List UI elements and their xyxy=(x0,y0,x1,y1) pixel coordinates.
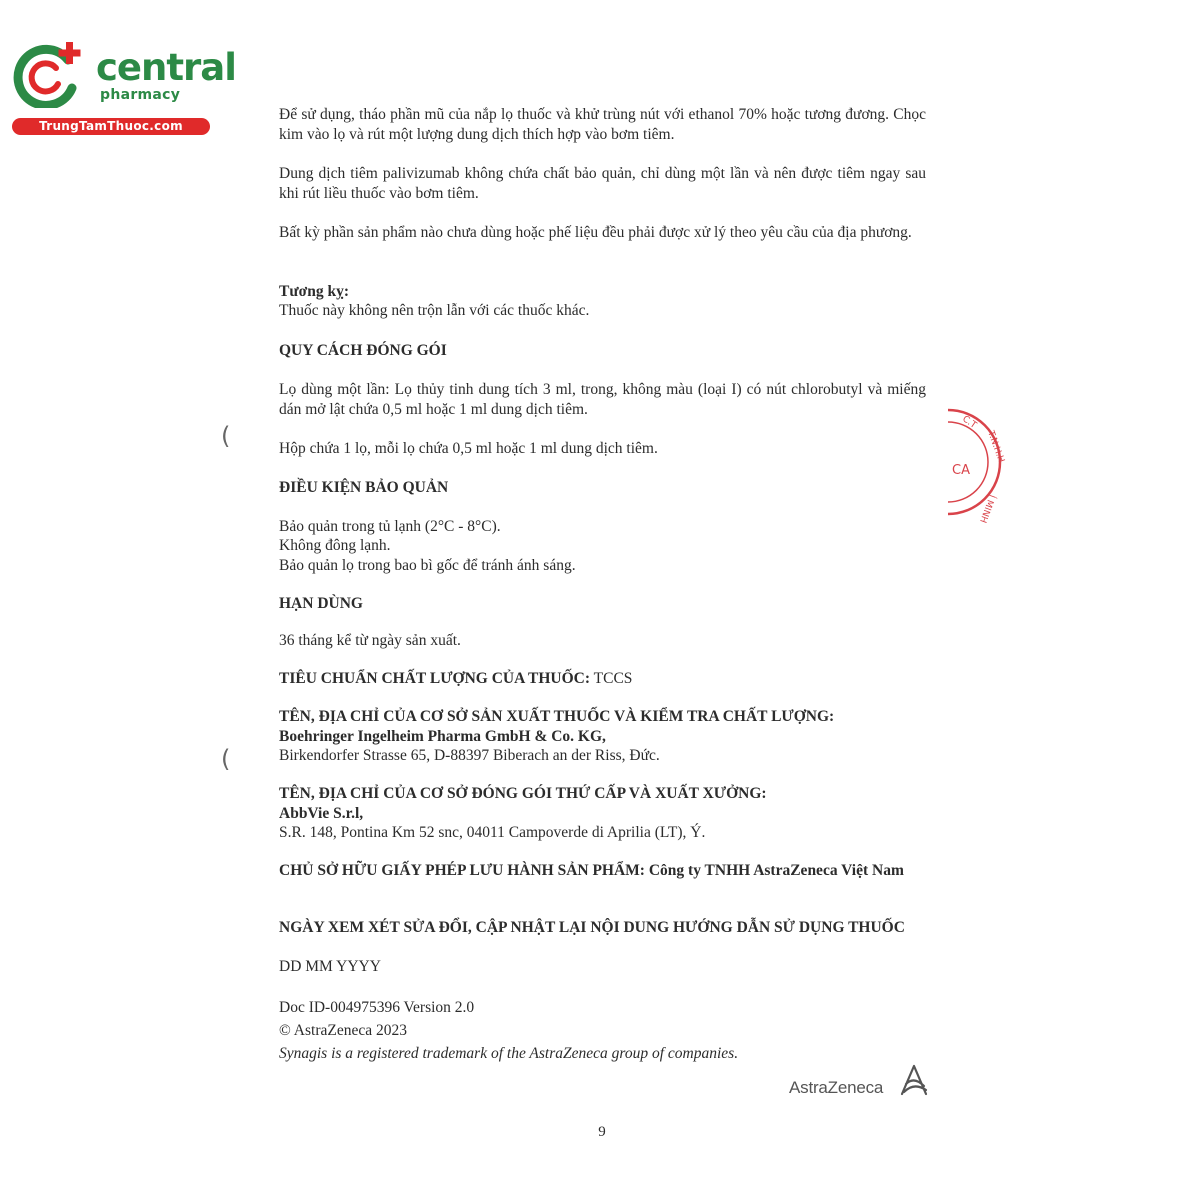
trademark-note: Synagis is a registered trademark of the AstraZeneca group of companies. xyxy=(279,1045,739,1062)
shelf-text: 36 tháng kể từ ngày sản xuất. xyxy=(279,632,461,649)
compat-text: Thuốc này không nên trộn lẫn với các thuốc khác. xyxy=(279,302,590,319)
license-holder: CHỦ SỞ HỮU GIẤY PHÉP LƯU HÀNH SẢN PHẨM: Công ty TNHH AstraZeneca Việt Nam xyxy=(279,862,904,879)
packaging-title: QUY CÁCH ĐÓNG GÓI xyxy=(279,342,447,359)
packager-name: AbbVie S.r.l, xyxy=(279,805,364,822)
svg-text:C.T: C.T xyxy=(960,414,979,431)
shelf-title: HẠN DÙNG xyxy=(279,595,363,612)
astrazeneca-symbol-icon xyxy=(900,1064,928,1098)
svg-text:CA: CA xyxy=(952,463,970,478)
packaging-line1: Lọ dùng một lần: Lọ thủy tinh dung tích 3 ml, trong, không màu (loại I) có nút chlorobutyl và miếng dán mở lật chứa 0,5 ml hoặc 1 ml dung dịch tiêm. xyxy=(279,381,926,418)
margin-mark: ( xyxy=(221,422,231,450)
astrazeneca-logo xyxy=(789,1064,929,1104)
storage-line: Bảo quản lọ trong bao bì gốc để tránh ánh sáng. xyxy=(279,557,576,574)
copyright: © AstraZeneca 2023 xyxy=(279,1022,407,1039)
paragraph-disposal: Bất kỳ phần sản phẩm nào chưa dùng hoặc phế liệu đều phải được xử lý theo yêu cầu của địa phương. xyxy=(279,224,912,241)
page-number: 9 xyxy=(598,1124,606,1140)
revision-title: NGÀY XEM XÉT SỬA ĐỔI, CẬP NHẬT LẠI NỘI DUNG HƯỚNG DẪN SỬ DỤNG THUỐC xyxy=(279,919,905,936)
logo-brand-text: central xyxy=(96,46,236,89)
compat-title: Tương kỵ: xyxy=(279,283,349,300)
paragraph-preservative: Dung dịch tiêm palivizumab không chứa chất bảo quản, chỉ dùng một lần và nên được tiêm ngay sau khi rút liều thuốc vào bơm tiêm. xyxy=(279,165,926,202)
packager-title: TÊN, ĐỊA CHỈ CỦA CƠ SỞ ĐÓNG GÓI THỨ CẤP VÀ XUẤT XƯỞNG: xyxy=(279,785,767,802)
storage-line: Không đông lạnh. xyxy=(279,537,391,554)
revision-date: DD MM YYYY xyxy=(279,958,381,975)
manufacturer-name: Boehringer Ingelheim Pharma GmbH & Co. KG, xyxy=(279,728,606,745)
packaging-line2: Hộp chứa 1 lọ, mỗi lọ chứa 0,5 ml hoặc 1 ml dung dịch tiêm. xyxy=(279,440,658,457)
logo-sub-text: pharmacy xyxy=(100,87,181,103)
packager-address: S.R. 148, Pontina Km 52 snc, 04011 Campoverde di Aprilia (LT), Ý. xyxy=(279,824,706,841)
paragraph-usage: Để sử dụng, tháo phần mũ của nắp lọ thuốc và khử trùng nút với ethanol 70% hoặc tương đương. Chọc kim vào lọ và rút một lượng dung dịch thích hợp vào bơm tiêm. xyxy=(279,106,926,143)
svg-text:T.N.H.H: T.N.H.H xyxy=(985,429,1006,465)
logo-url-badge[interactable]: TrungTamThuoc.com xyxy=(12,118,210,135)
storage-title: ĐIỀU KIỆN BẢO QUẢN xyxy=(279,479,449,496)
manufacturer-address: Birkendorfer Strasse 65, D-88397 Biberach an der Riss, Đức. xyxy=(279,747,660,764)
company-stamp-seal xyxy=(948,392,1008,532)
quality-value: TCCS xyxy=(590,670,633,687)
doc-id: Doc ID-004975396 Version 2.0 xyxy=(279,999,475,1016)
margin-mark: ( xyxy=(221,745,231,773)
astrazeneca-wordmark: AstraZeneca xyxy=(789,1078,884,1097)
quality-title: TIÊU CHUẨN CHẤT LƯỢNG CỦA THUỐC: xyxy=(279,670,591,687)
quality-line xyxy=(279,669,926,689)
storage-line: Bảo quản trong tủ lạnh (2°C - 8°C). xyxy=(279,518,501,535)
manufacturer-title: TÊN, ĐỊA CHỈ CỦA CƠ SỞ SẢN XUẤT THUỐC VÀ KIỂM TRA CHẤT LƯỢNG: xyxy=(279,708,835,725)
svg-text:Í MINH: Í MINH xyxy=(977,492,997,525)
central-pharmacy-logo[interactable] xyxy=(10,38,236,138)
central-logo-icon xyxy=(10,38,90,108)
